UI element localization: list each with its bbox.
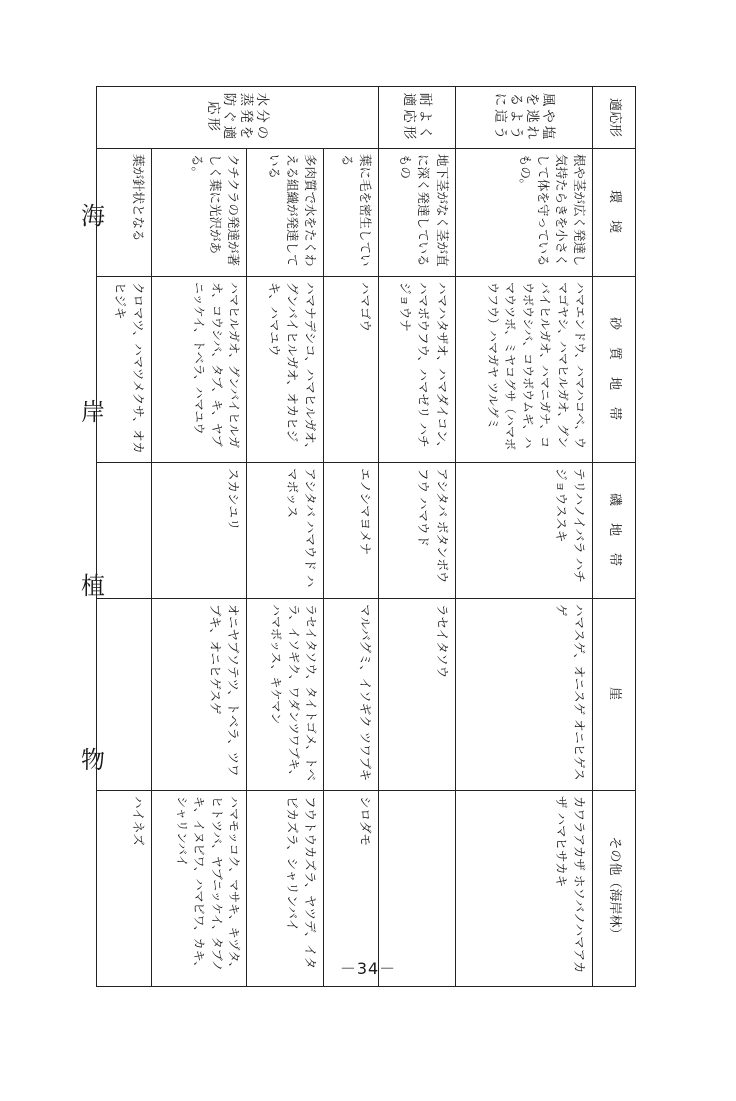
cell-environment: 葉に毛を密生している [323,149,378,277]
title-char: 海 [81,202,105,230]
col-header-environment: 環 境 [593,149,636,277]
cell-sand: ハマヒルガオ、グンバイヒルガオ、コウシバ、タブ、キ、ヤブニッケイ、トベラ、ハマユウ [151,277,246,463]
cell-sand: ハマゴウ [323,277,378,463]
cell-rock: アシタバ ハマウド ハマボッス [247,463,324,599]
cell-sand: クロマツ、ハマツメクサ、オカヒジキ [97,277,152,463]
cell-cliff: マルバグミ、イソギク ツワブキ [323,599,378,791]
col-header-rock: 磯 地 帯 [593,463,636,599]
cell-other: ハマモッコク、マサキ、キヅタ、ヒトツバ、ヤブニッケイ、タブノキ、イヌビワ、ハマビワ、カキ、シャリンバイ [151,791,246,987]
col-header-sand: 砂 質 地 帯 [593,277,636,463]
title-char: 植 [81,572,105,600]
page-number: －34－ [339,959,397,978]
cell-rock: エノシマヨメナ [323,463,378,599]
cell-other: カワラアカザ ホソバノハマアカザ ハマヒサカキ [455,791,592,987]
group-label: 風や塩を逃れるように這う [455,87,592,149]
cell-environment: 地下茎がなく茎が直に深く発達しているもの [378,149,455,277]
group-label: 耐よく適応形 [378,87,455,149]
cell-other: シロダモ [323,791,378,987]
cell-cliff: ハマスゲ、オニスゲ オニヒゲスゲ [455,599,592,791]
cell-cliff [97,599,152,791]
cell-sand: ハマハタザオ、ハマダイコン、ハマボウフウ、ハマゼリ ハチジョウナ [378,277,455,463]
cell-rock: アシタバ ボタンボウフウ ハマウド [378,463,455,599]
title-char: 岸 [81,398,105,426]
cell-cliff: ラセイタソウ、タイトゴメ、トベラ、イソギク、ワダンツワブキ、ハマボッス、キケマン [247,599,324,791]
cell-environment: 多肉質で水をたくわえる組織が発達している [247,149,324,277]
cell-cliff: オニヤブソテツ、トベラ、ツワブキ、オニヒゲスゲ [151,599,246,791]
col-header-other: その他（海岸林） [593,791,636,987]
cell-rock: テリハノイバラ ハチジョウススキ [455,463,592,599]
cell-other: フウトウカズラ、ヤツデ、イタビカズラ、シャリンバイ [247,791,324,987]
cell-environment: 葉が針状となる [97,149,152,277]
col-header-cliff: 崖 [593,599,636,791]
table-row [378,87,455,987]
cell-other: ハイネズ [97,791,152,987]
cell-sand: ハマエンドウ、ハマハコベ、ウマゴヤシ、ハマヒルガオ、グンバイヒルガオ、ハマニガナ、コウボウシバ、コウボウムギ、ハマウツボ、ミヤコグサ（ハマボウフウ）ハマガヤ ツルグミ [455,277,592,463]
cell-cliff: ラセイタソウ [378,599,455,791]
table-row [455,87,592,987]
table-row [97,87,152,987]
table-row [151,87,246,987]
coastal-plant-table [96,86,636,987]
cell-rock [97,463,152,599]
group-label: 水分の蒸発を防ぐ適応形 [97,87,379,149]
cell-sand: ハマナデシコ、ハマヒルガオ、グンバイヒルガオ、オカヒジキ、ハマユウ [247,277,324,463]
plant-table-sheet [96,86,636,986]
table-row [247,87,324,987]
cell-rock: スカシユリ [151,463,246,599]
cell-environment: 根や茎が広く発達し気持たらきを小さくして体を守っているもの。 [455,149,592,277]
cell-environment: クチクラの発達が著しく葉に光沢がある。 [151,149,246,277]
header-row [593,87,636,987]
col-header-adaptation: 適応形 [593,87,636,149]
title-char: 物 [81,746,105,774]
table-row [323,87,378,987]
